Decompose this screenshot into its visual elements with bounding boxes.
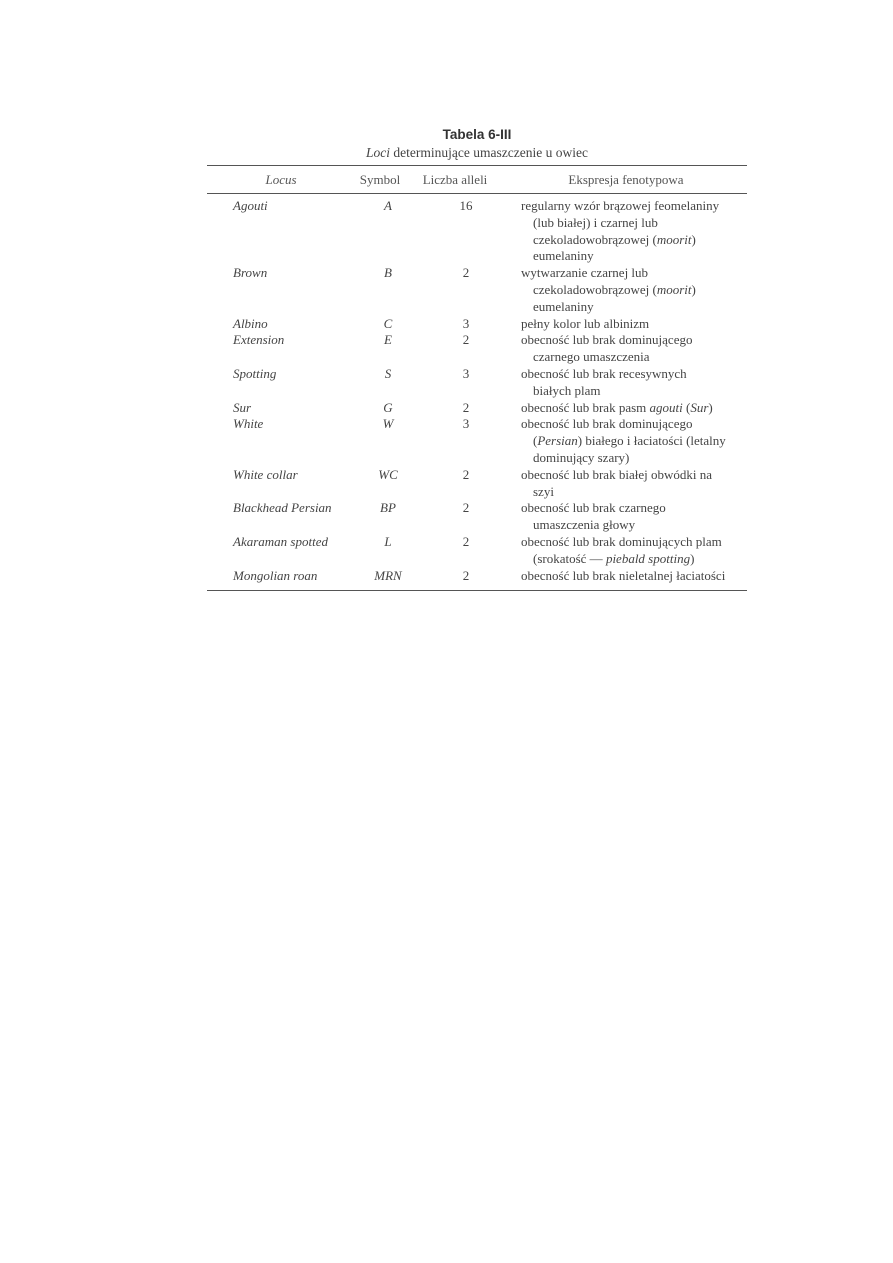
- cell-symbol: WC: [378, 466, 398, 482]
- cell-symbol: MRN: [374, 567, 402, 583]
- cell-alleles: 3: [462, 365, 470, 381]
- header-symbol: Symbol: [359, 171, 401, 187]
- cell-expression: [516, 332, 747, 366]
- expression-text: obecność lub brak białej obwódki na: [521, 466, 712, 482]
- expression-text: (srokatość —: [533, 550, 606, 566]
- cell-expression: [516, 400, 747, 417]
- cell-locus: White collar: [233, 466, 298, 482]
- cell-symbol: A: [384, 198, 392, 213]
- expression-text: obecność lub brak dominujących plam: [521, 533, 722, 549]
- expression-text-italic: Sur: [690, 399, 709, 415]
- expression-text: ): [691, 231, 696, 247]
- expression-text-italic: moorit: [656, 231, 692, 247]
- cell-locus: Albino: [233, 315, 268, 331]
- cell-alleles: 3: [462, 315, 470, 331]
- cell-expression: [516, 467, 747, 501]
- table-row: [207, 366, 747, 400]
- cell-alleles: 2: [462, 466, 470, 482]
- subtitle-loci: Loci: [366, 145, 391, 160]
- table-subtitle: [207, 144, 747, 161]
- cell-locus: Agouti: [233, 198, 268, 213]
- expression-text: czekoladowobrązowej (: [533, 231, 657, 247]
- cell-expression: [516, 500, 747, 534]
- expression-text: eumelaniny: [533, 298, 594, 314]
- cell-expression: [516, 568, 747, 585]
- expression-text: ): [690, 550, 695, 566]
- table-row: [207, 316, 747, 333]
- cell-alleles: 3: [462, 416, 470, 432]
- cell-locus: White: [233, 416, 264, 432]
- cell-locus: Sur: [233, 399, 252, 415]
- expression-text: obecność lub brak dominującego: [521, 332, 693, 348]
- header-locus: Locus: [265, 171, 297, 187]
- table-row: [207, 467, 747, 501]
- cell-symbol: C: [383, 315, 393, 331]
- loci-table: [207, 166, 747, 193]
- cell-locus: Mongolian roan: [233, 567, 318, 583]
- cell-expression: [516, 534, 747, 568]
- cell-symbol: W: [382, 416, 394, 432]
- cell-alleles: 2: [462, 265, 470, 281]
- expression-text: ): [708, 399, 713, 415]
- expression-text: obecność lub brak czarnego: [521, 500, 666, 516]
- cell-symbol: L: [384, 533, 392, 549]
- table-row: [207, 194, 747, 265]
- loci-table-body: [207, 194, 747, 584]
- table-block: [207, 127, 747, 591]
- expression-text: dominujący szary): [533, 449, 630, 465]
- table-row: [207, 400, 747, 417]
- cell-expression: [516, 416, 747, 466]
- table-row: [207, 534, 747, 568]
- expression-text: obecność lub brak nieletalnej łaciatości: [521, 567, 726, 583]
- expression-text: regularny wzór brązowej feomelaniny: [521, 198, 720, 213]
- cell-alleles: 2: [462, 399, 470, 415]
- cell-locus: Akaraman spotted: [233, 533, 328, 549]
- expression-text-italic: piebald spotting: [605, 550, 691, 566]
- table-row: [207, 332, 747, 366]
- cell-expression: [516, 366, 747, 400]
- bottom-rule: [207, 590, 747, 591]
- cell-alleles: 16: [459, 198, 473, 213]
- expression-text: umaszczenia głowy: [533, 517, 636, 533]
- table-row: [207, 265, 747, 315]
- cell-alleles: 2: [462, 332, 470, 348]
- expression-text: (lub białej) i czarnej lub: [533, 214, 658, 230]
- cell-symbol: S: [384, 365, 392, 381]
- expression-text: pełny kolor lub albinizm: [521, 315, 650, 331]
- expression-text-italic: agouti: [649, 399, 683, 415]
- expression-text: (: [533, 433, 538, 449]
- expression-text: białych plam: [533, 382, 601, 398]
- cell-expression: [516, 194, 747, 265]
- cell-symbol: B: [384, 265, 392, 281]
- expression-text: wytwarzanie czarnej lub: [521, 265, 649, 281]
- table-row: [207, 416, 747, 466]
- header-alleles: Liczba alleli: [422, 171, 488, 187]
- cell-symbol: E: [384, 332, 392, 348]
- cell-alleles: 2: [462, 567, 470, 583]
- cell-symbol: BP: [380, 500, 396, 516]
- cell-expression: [516, 265, 747, 315]
- cell-alleles: 2: [462, 533, 470, 549]
- expression-text: szyi: [533, 483, 554, 499]
- cell-alleles: 2: [462, 500, 470, 516]
- expression-text: eumelaniny: [533, 248, 594, 264]
- table-row: [207, 500, 747, 534]
- subtitle-rest: determinujące umaszczenie u owiec: [390, 145, 588, 160]
- cell-expression: [516, 316, 747, 333]
- cell-locus: Spotting: [233, 365, 277, 381]
- expression-text: ) białego i łaciatości (letalny: [577, 433, 726, 449]
- expression-text: obecność lub brak pasm: [521, 399, 650, 415]
- cell-locus: Extension: [233, 332, 285, 348]
- table-title: Tabela 6-III: [442, 127, 512, 142]
- expression-text: obecność lub brak dominującego: [521, 416, 693, 432]
- table-row: [207, 568, 747, 585]
- cell-locus: Blackhead Persian: [233, 500, 332, 516]
- expression-text: obecność lub brak recesywnych: [521, 365, 687, 381]
- cell-symbol: G: [383, 399, 393, 415]
- expression-text-italic: moorit: [656, 281, 692, 297]
- expression-text: czekoladowobrązowej (: [533, 281, 657, 297]
- expression-text: ): [691, 281, 696, 297]
- header-expression: Ekspresja fenotypowa: [568, 171, 684, 187]
- expression-text-italic: Persian: [537, 433, 578, 449]
- expression-text: (: [682, 399, 691, 415]
- cell-locus: Brown: [233, 265, 268, 281]
- expression-text: czarnego umaszczenia: [533, 349, 650, 365]
